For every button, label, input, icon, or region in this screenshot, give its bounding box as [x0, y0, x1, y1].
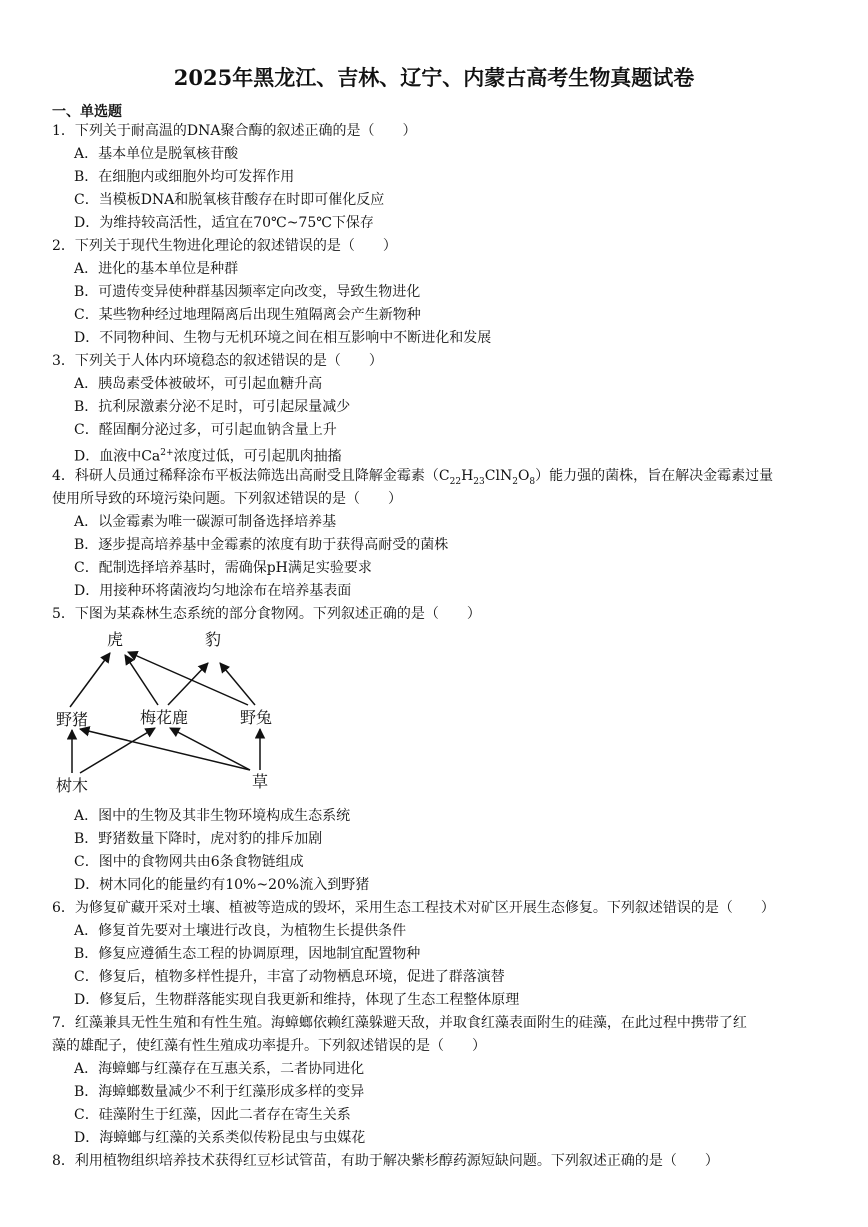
- arrow-boar-to-tiger: [70, 653, 110, 707]
- q4-option-a: A．以金霉素为唯一碳源可制备选择培养基: [74, 514, 337, 530]
- q3-option-a: A．胰岛素受体被破坏，可引起血糖升高: [74, 376, 323, 392]
- q2-option-a: A．进化的基本单位是种群: [74, 261, 239, 277]
- q5-option-b: B．野猪数量下降时，虎对豹的排斥加剧: [74, 831, 323, 847]
- node-leopard: 豹: [205, 630, 222, 649]
- q4-option-d: D．用接种环将菌液均匀地涂布在培养基表面: [74, 583, 352, 599]
- q2-option-c: C．某些物种经过地理隔离后出现生殖隔离会产生新物种: [74, 307, 421, 323]
- q4-option-c: C．配制选择培养基时，需确保pH满足实验要求: [74, 560, 372, 576]
- q1-option-c: C．当模板DNA和脱氧核苷酸存在时即可催化反应: [74, 192, 385, 208]
- arrow-grass-to-boar: [80, 729, 250, 770]
- q2-option-b: B．可遗传变异使种群基因频率定向改变，导致生物进化: [74, 284, 421, 300]
- q1-option-b: B．在细胞内或细胞外均可发挥作用: [74, 169, 295, 185]
- q6-option-b: B．修复应遵循生态工程的协调原理，因地制宜配置物种: [74, 946, 421, 962]
- arrow-grass-to-deer: [170, 728, 250, 770]
- node-rabbit: 野兔: [240, 708, 273, 727]
- question-7-stem: 7．红藻兼具无性生殖和有性生殖。海蟑螂依赖红藻躲避天敌，并取食红藻表面附生的硅藻，在此过程中携带了红: [52, 1015, 747, 1031]
- node-deer: 梅花鹿: [140, 708, 189, 727]
- arrow-rabbit-to-tiger: [128, 652, 248, 705]
- q7-option-b: B．海蟑螂数量减少不利于红藻形成多样的变异: [74, 1084, 365, 1100]
- node-boar: 野猪: [56, 710, 89, 729]
- question-4-stem: 4．科研人员通过稀释涂布平板法筛选出高耐受且降解金霉素$(C_{22}H_{23}ClN_2O_8)$能力强的菌株，旨在解决金霉素过量: [52, 468, 774, 487]
- q5-option-d: D．树木同化的能量约有10%~20%流入到野猪: [74, 877, 370, 893]
- question-7-stem-cont: 藻的雄配子，使红藻有性生殖成功率提升。下列叙述错误的是（ ）: [52, 1038, 486, 1054]
- node-grass: 草: [252, 772, 269, 791]
- arrow-tree-to-deer: [80, 728, 155, 773]
- section-heading: 一、单选题: [52, 104, 122, 120]
- q4-option-b: B．逐步提高培养基中金霉素的浓度有助于获得高耐受的菌株: [74, 537, 449, 553]
- question-3-stem: 3．下列关于人体内环境稳态的叙述错误的是（ ）: [52, 353, 383, 369]
- q5-option-a: A．图中的生物及其非生物环境构成生态系统: [74, 808, 351, 824]
- q7-option-a: A．海蟑螂与红藻存在互惠关系，二者协同进化: [74, 1061, 365, 1077]
- q1-option-a: A．基本单位是脱氧核苷酸: [74, 146, 239, 162]
- question-4-stem-cont: 使用所导致的环境污染问题。下列叙述错误的是（ ）: [52, 491, 402, 507]
- question-2-stem: 2．下列关于现代生物进化理论的叙述错误的是（ ）: [52, 238, 397, 254]
- q6-option-c: C．修复后，植物多样性提升，丰富了动物栖息环境，促进了群落演替: [74, 969, 505, 985]
- food-web-diagram: [50, 625, 290, 800]
- exam-title: 2025年黑龙江、吉林、辽宁、内蒙古高考生物真题试卷: [173, 65, 695, 90]
- q3-option-d: D．血液中$Ca^{2+}$浓度过低，可引起肌肉抽搐: [74, 448, 342, 465]
- q1-option-d: D．为维持较高活性，适宜在70℃~75℃下保存: [74, 215, 374, 231]
- question-5-stem: 5．下图为某森林生态系统的部分食物网。下列叙述正确的是（ ）: [52, 606, 481, 622]
- node-tiger: 虎: [107, 630, 124, 649]
- question-6-stem: 6．为修复矿藏开采对土壤、植被等造成的毁坏，采用生态工程技术对矿区开展生态修复。下列叙述错误的是（ ）: [52, 900, 775, 916]
- q6-option-d: D．修复后，生物群落能实现自我更新和维持，体现了生态工程整体原理: [74, 992, 520, 1008]
- q3-option-b: B．抗利尿激素分泌不足时，可引起尿量减少: [74, 399, 351, 415]
- q5-option-c: C．图中的食物网共由6条食物链组成: [74, 854, 304, 870]
- q6-option-a: A．修复首先要对土壤进行改良，为植物生长提供条件: [74, 923, 407, 939]
- arrow-rabbit-to-leopard: [220, 663, 255, 705]
- q7-option-c: C．硅藻附生于红藻，因此二者存在寄生关系: [74, 1107, 351, 1123]
- q2-option-d: D．不同物种间、生物与无机环境之间在相互影响中不断进化和发展: [74, 330, 492, 346]
- q3-option-c: C．醛固酮分泌过多，可引起血钠含量上升: [74, 422, 337, 438]
- q7-option-d: D．海蟑螂与红藻的关系类似传粉昆虫与虫媒花: [74, 1130, 366, 1146]
- question-8-stem: 8．利用植物组织培养技术获得红豆杉试管苗，有助于解决紫杉醇药源短缺问题。下列叙述正确的是（ ）: [52, 1153, 719, 1169]
- question-1-stem: 1．下列关于耐高温的DNA聚合酶的叙述正确的是（ ）: [52, 123, 417, 139]
- node-tree: 树木: [56, 776, 89, 795]
